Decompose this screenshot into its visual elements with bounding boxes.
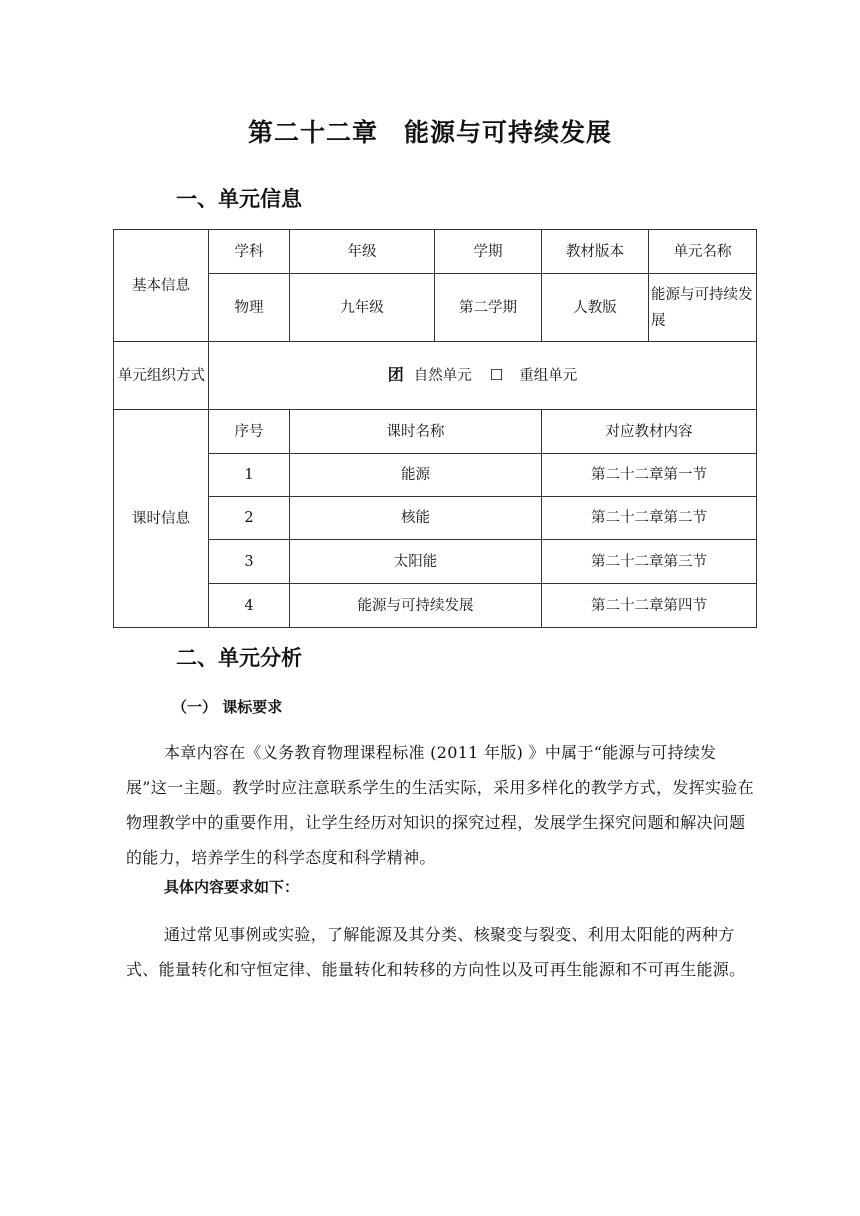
header-textbook-content: 对应教材内容 <box>542 410 757 454</box>
checked-box-icon: 团 <box>387 365 404 384</box>
lesson-info-label: 课时信息 <box>114 410 209 628</box>
value-edition: 人教版 <box>542 274 649 342</box>
org-method-label: 单元组织方式 <box>114 342 209 410</box>
header-unit-name: 单元名称 <box>649 230 757 274</box>
section-heading-unit-info: 一、单元信息 <box>176 187 302 211</box>
header-edition: 教材版本 <box>542 230 649 274</box>
lesson-name: 能源 <box>290 454 542 497</box>
lesson-name: 能源与可持续发展 <box>290 584 542 628</box>
value-subject: 物理 <box>209 274 290 342</box>
lesson-name: 太阳能 <box>290 540 542 584</box>
table-row <box>114 454 757 497</box>
curriculum-paragraph: 本章内容在《义务教育物理课程标准 (2011 年版) 》中属于“能源与可持续发展”这一主题。教学时应注意联系学生的生活实际，采用多样化的教学方式，发挥实验在物理教学中的重要作用，让学生经历对知识的探究过程，发展学生探究问题和解决问题的能力，培养学生的科学态度和科学精神。 <box>126 743 754 867</box>
header-lesson-name: 课时名称 <box>290 410 542 454</box>
header-lesson-no: 序号 <box>209 410 290 454</box>
lesson-name: 核能 <box>290 497 542 540</box>
basic-info-label: 基本信息 <box>114 230 209 342</box>
chapter-title <box>0 113 860 149</box>
header-grade: 年级 <box>290 230 435 274</box>
unit-info-table <box>113 229 757 628</box>
subsection-heading-curriculum: （一） 课标要求 <box>172 698 283 716</box>
chapter-number: 第二十二章 <box>247 118 378 147</box>
lesson-no: 1 <box>209 454 290 497</box>
table-row <box>114 497 757 540</box>
lesson-no: 2 <box>209 497 290 540</box>
lesson-content: 第二十二章第二节 <box>542 497 757 540</box>
requirements-paragraph: 通过常见事例或实验，了解能源及其分类、核聚变与裂变、利用太阳能的两种方式、能量转化和守恒定律、能量转化和转移的方向性以及可再生能源和不可再生能源。 <box>126 925 746 979</box>
section-heading-unit-analysis: 二、单元分析 <box>176 646 302 670</box>
chapter-name: 能源与可持续发展 <box>404 118 613 147</box>
org-method-options <box>209 342 757 410</box>
value-grade: 九年级 <box>290 274 435 342</box>
lesson-no: 4 <box>209 584 290 628</box>
requirements-heading: 具体内容要求如下： <box>164 878 300 896</box>
option-natural-unit: 自然单元 <box>413 368 472 384</box>
table-row <box>114 540 757 584</box>
lesson-content: 第二十二章第一节 <box>542 454 757 497</box>
lesson-content: 第二十二章第四节 <box>542 584 757 628</box>
lesson-no: 3 <box>209 540 290 584</box>
empty-box-icon: ☐ <box>489 366 504 384</box>
option-regroup-unit: 重组单元 <box>519 368 578 384</box>
header-subject: 学科 <box>209 230 290 274</box>
value-term: 第二学期 <box>435 274 542 342</box>
header-term: 学期 <box>435 230 542 274</box>
lesson-content: 第二十二章第三节 <box>542 540 757 584</box>
table-row <box>114 584 757 628</box>
value-unit-name: 能源与可持续发展 <box>649 274 757 342</box>
